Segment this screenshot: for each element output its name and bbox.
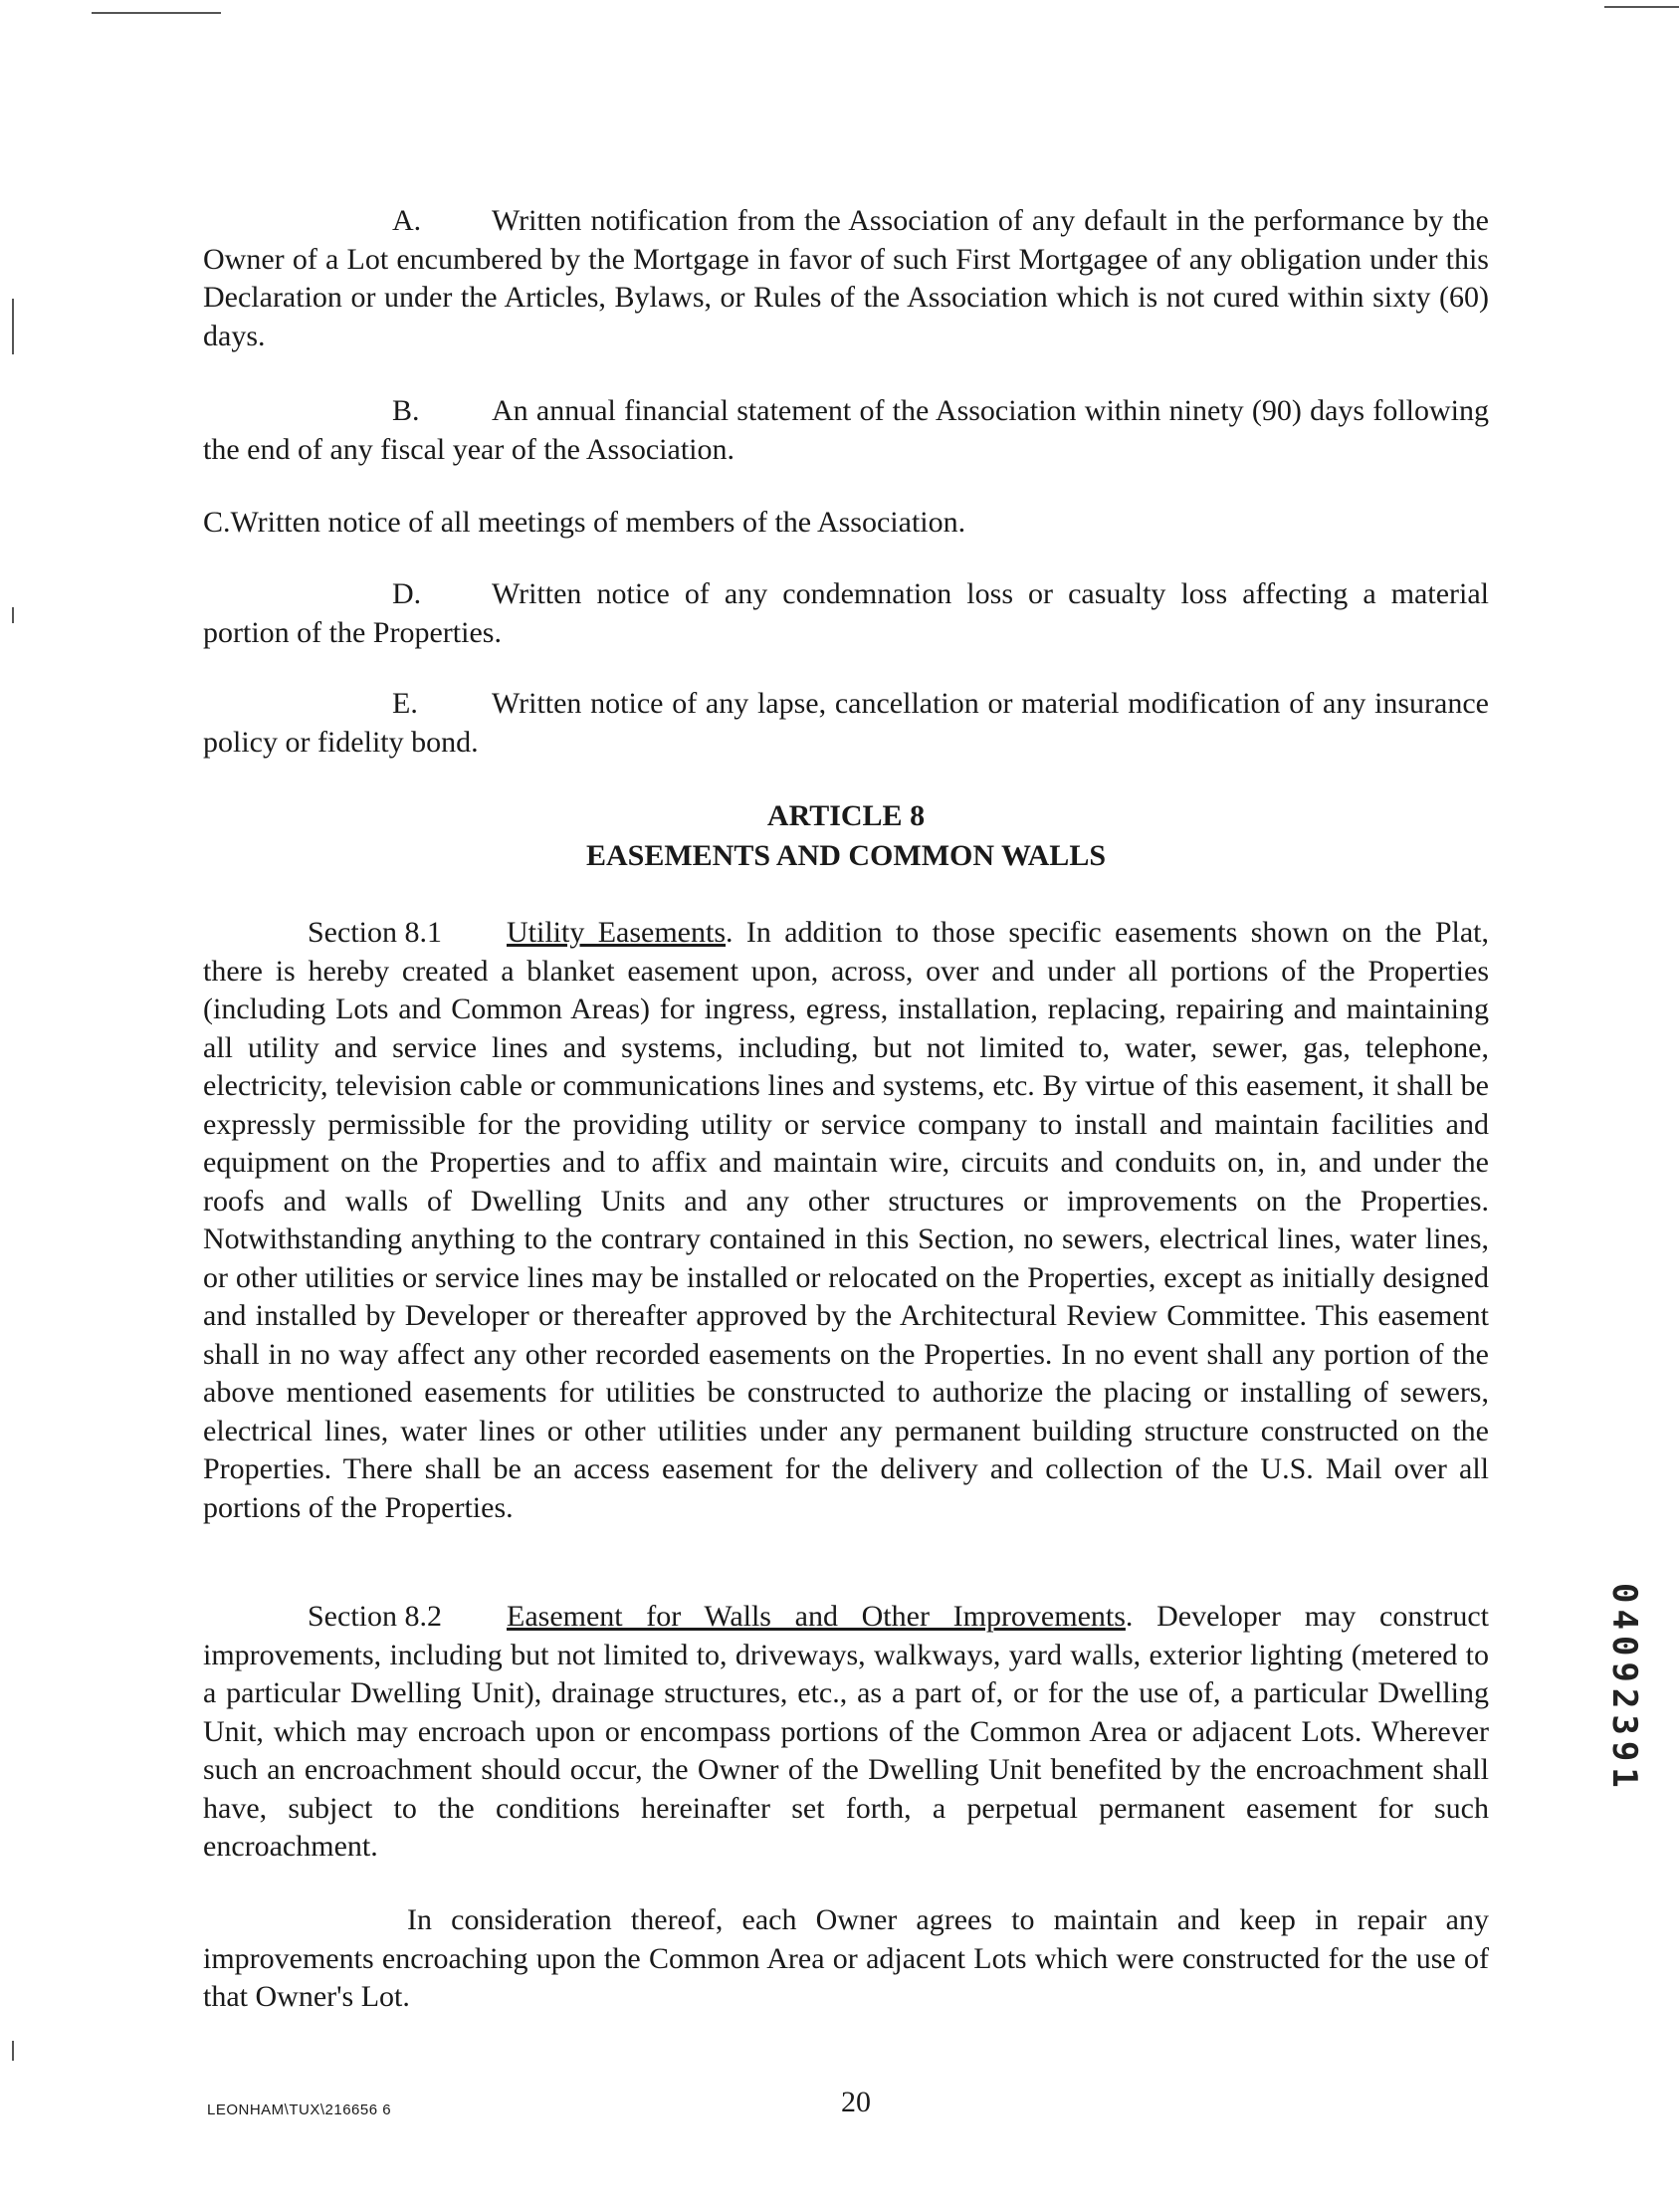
section-8-2-number: Section 8.2 [308,1600,442,1633]
item-a-label: A. [392,204,422,237]
section-8-2-text: . Developer may construct improvements, including but not limited to, driveways, walkways, yard walls, exterior lighting (metered to a particular Dwelling Unit), drainage structures, etc., as a part of, or for the use of, a particular Dwelling Unit, which may encroach upon or encompass portions of the Common Area or adjacent Lots. Wherever such an encroachment should occur, the Owner of the Dwelling Unit benefited by the encroachment shall have, subject to the conditions hereinafter set forth, a perpetual permanent easement for such encroachment. [203,1600,1489,1863]
item-c-text: Written notice of all meetings of members of the Association. [230,506,966,539]
consideration-paragraph [203,1901,1489,2017]
page-number: 20 [841,2086,871,2118]
footer-document-code: LEONHAM\TUX\216656 6 [207,2101,392,2118]
scan-mark-top-right [1604,6,1679,8]
item-b-label: B. [392,394,420,427]
notice-item-b [203,392,1489,469]
scan-mark-top-left [92,12,221,14]
item-a-text: Written notification from the Association of any default in the performance by the Owner of a Lot encumbered by the Mortgage in favor of such First Mortgagee of any obligation under this Declaration or under the Articles, Bylaws, or Rules of the Association which is not cured within sixty (60) days. [203,204,1489,352]
notice-item-a [203,202,1489,355]
scan-mark-left-2 [12,607,14,623]
item-d-text: Written notice of any condemnation loss or casualty loss affecting a material portion of the Properties. [203,577,1489,649]
section-8-2-title: Easement for Walls and Other Improvements [507,1600,1126,1633]
notice-item-c [203,504,1489,543]
item-d-label: D. [392,577,422,610]
article-title: EASEMENTS AND COMMON WALLS [585,839,1107,872]
section-8-2 [203,1598,1489,1867]
item-c-label: C. [203,506,231,539]
item-e-label: E. [392,687,418,720]
notice-item-d [203,575,1489,652]
scan-mark-left-3 [12,2041,14,2061]
item-e-text: Written notice of any lapse, cancellation or material modification of any insurance policy or fidelity bond. [203,687,1489,759]
item-b-text: An annual financial statement of the Association within ninety (90) days following the end of any fiscal year of the Association. [203,394,1489,466]
notice-item-e [203,685,1489,762]
section-8-1-title: Utility Easements [507,916,727,949]
article-number: ARTICLE 8 [766,799,926,832]
scan-mark-left-1 [12,299,14,354]
consideration-text: In consideration thereof, each Owner agrees to maintain and keep in repair any improvements encroaching upon the Common Area or adjacent Lots which were constructed for the use of that Owner's Lot. [203,1903,1489,2013]
section-8-1-number: Section 8.1 [308,916,442,949]
section-8-1 [203,914,1489,1527]
section-8-1-text: . In addition to those specific easements shown on the Plat, there is hereby created a blanket easement upon, across, over and under all portions of the Properties (including Lots and Common Areas) for ingress, egress, installation, replacing, repairing and maintaining all utility and service lines and systems, including, but not limited to, water, sewer, gas, telephone, electricity, television cable or communications lines and systems, etc. By virtue of this easement, it shall be expressly permissible for the providing utility or service company to install and maintain facilities and equipment on the Properties and to affix and maintain wire, circuits and conduits on, in, and under the roofs and walls of Dwelling Units and any other structures or improvements on the Properties. Notwithstanding anything to the contrary contained in this Section, no sewers, electrical lines, water lines, or other utilities or service lines may be installed or relocated on the Properties, except as initially designed and installed by Developer or thereafter approved by the Architectural Review Committee. This easement shall in no way affect any other recorded easements on the Properties. In no event shall any portion of the above mentioned easements for utilities be constructed to authorize the placing or installing of sewers, electrical lines, water lines or other utilities under any permanent building structure constructed on the Properties. There shall be an access easement for the delivery and collection of the U.S. Mail over all portions of the Properties. [203,916,1489,1524]
recording-number-stamp: 04092391 [1604,1583,1644,1794]
